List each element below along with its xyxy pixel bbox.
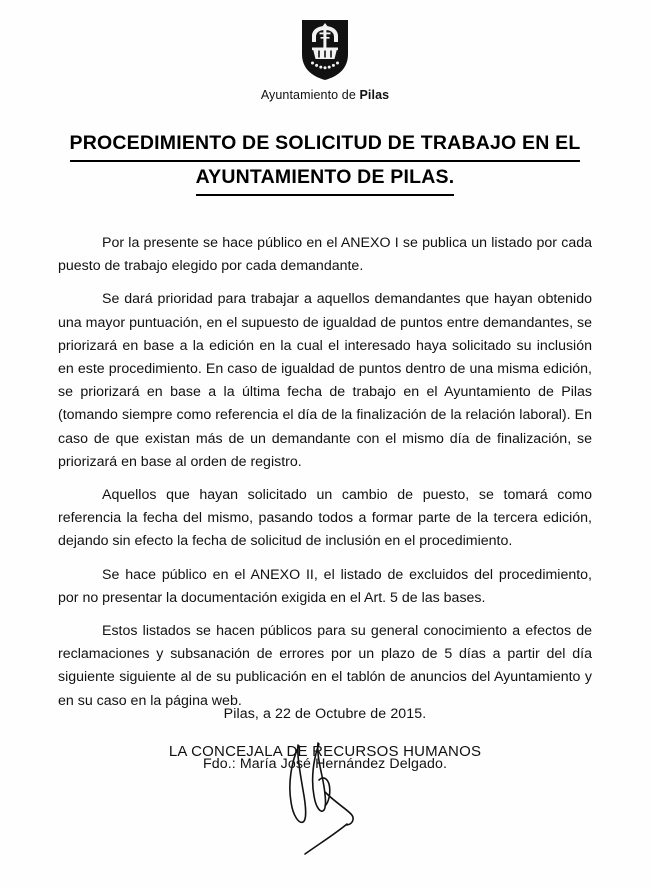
- signature-area: [0, 756, 650, 832]
- organization-prefix: Ayuntamiento de: [260, 88, 360, 102]
- body-paragraph: Aquellos que hayan solicitado un cambio de puesto, se tomará como referencia la fecha del mismo, pasando todos a formar parte de la tercera edición, dejando sin efecto la fecha de solicitud de inclusión en el procedimiento.: [58, 487, 592, 550]
- body-paragraph: Por la presente se hace público en el ANEXO I se publica un listado por cada puesto de trabajo elegido por cada demandante.: [58, 235, 592, 275]
- page-title-line-2: AYUNTAMIENTO DE PILAS.: [196, 162, 455, 196]
- place-and-date: Pilas, a 22 de Octubre de 2015.: [223, 706, 427, 722]
- organization-name: [0, 88, 650, 102]
- body-paragraph: Estos listados se hacen públicos para su general conocimiento a efectos de reclamaciones y subsanación de errores por un plazo de 5 días a partir del día siguiente siguiente al de su publicación en el tablón de anuncios del Ayuntamiento y en su caso en la página web.: [58, 623, 592, 709]
- page-title-line-1: PROCEDIMIENTO DE SOLICITUD DE TRABAJO EN EL: [70, 128, 581, 162]
- page-title: [60, 128, 590, 196]
- pilas-coat-of-arms-icon: [299, 18, 351, 82]
- body-paragraph: Se hace público en el ANEXO II, el listado de excluidos del procedimiento, por no presentar la documentación exigida en el Art. 5 de las bases.: [58, 566, 592, 606]
- document-body: [58, 232, 592, 713]
- organization-municipality: Pilas: [359, 88, 390, 102]
- signer-name: Fdo.: María José Hernández Delgado.: [202, 756, 448, 772]
- body-paragraph: Se dará prioridad para trabajar a aquellos demandantes que hayan obtenido una mayor puntuación, en el supuesto de igualdad de puntos entre demandantes, se priorizará en base a la edición en la cual el interesado haya solicitado su inclusión en este procedimiento. En caso de igualdad de puntos dentro de una misma edición, se priorizará en base a la última fecha de trabajo en el Ayuntamiento de Pilas (tomando siempre como referencia el día de la finalización de la relación laboral). En caso de que existan más de un demandante con el mismo día de finalización, se priorizará en base al orden de registro.: [58, 291, 592, 470]
- signature-block: [0, 706, 650, 832]
- signer-role: LA CONCEJALA DE RECURSOS HUMANOS: [168, 743, 482, 760]
- document-header: [0, 0, 650, 102]
